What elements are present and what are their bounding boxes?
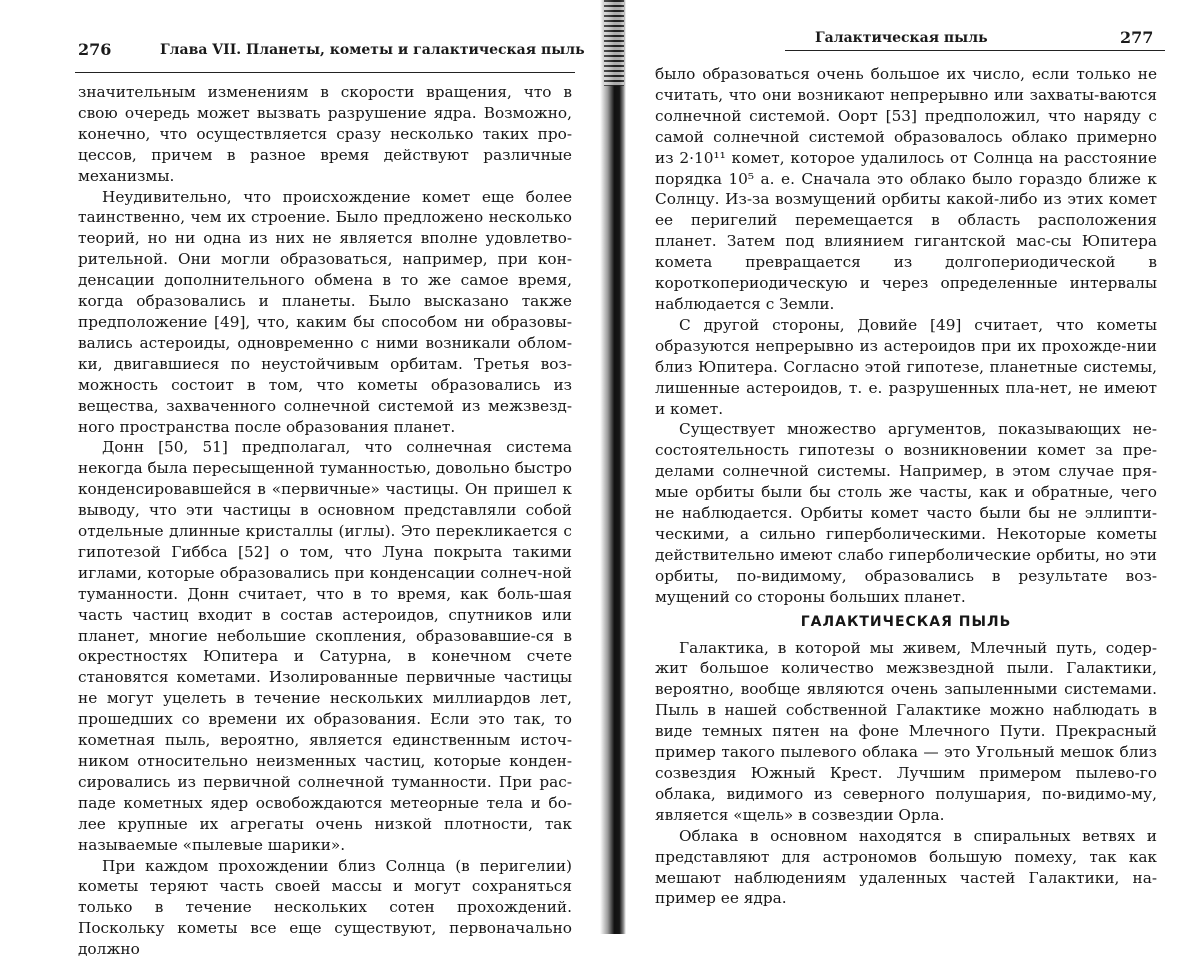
right-paragraph-5: Облака в основном находятся в спиральных ветвях и представляют для астрономов большую помеху, так как мешают наблюдениям удаленных частей Галактики, на-пример ее ядра. <box>655 826 1157 910</box>
right-text-column <box>655 64 1157 909</box>
right-paragraph-1: было образоваться очень большое их число, если только не считать, что они возникают непрерывно или захваты-ваются солнечной системой. Оорт [53] предположил, что наряду с самой солнечной системой образовалось облако примерно из 2·10¹¹ комет, которое удалилось от Солнца на расстояние порядка 10⁵ а. е. Сначала это облако было гораздо ближе к Солнцу. Из-за возмущений орбиты какой-либо из этих комет ее перигелий перемещается в область расположения планет. Затем под влиянием гигантской мас-сы Юпитера комета превращается из долгопериодической в короткопериодическую и через определенные интервалы наблюдается с Земли. <box>655 64 1157 315</box>
right-header-rule <box>785 50 1165 51</box>
right-paragraph-4: Галактика, в которой мы живем, Млечный путь, содер-жит большое количество межзвездной пыли. Галактики, вероятно, вообще являются очень запыленными системами. Пыль в нашей собственной Галактике можно наблюдать в виде темных пятен на фоне Млечного Пути. Прекрасный пример такого пылевого облака — это Угольный мешок близ созвездия Южный Крест. Лучшим примером пылево-го облака, видимого из северного полушария, по-видимо-му, является «щель» в созвездии Орла. <box>655 638 1157 826</box>
left-paragraph-4: При каждом прохождении близ Солнца (в перигелии) кометы теряют часть своей массы и могут сохраняться только в течение нескольких сотен прохождений. Поскольку кометы все еще существуют, первоначально должно <box>78 856 572 960</box>
left-text-column <box>78 82 572 960</box>
left-running-title: Глава VII. Планеты, кометы и галактическая пыль <box>160 42 585 58</box>
left-paragraph-2: Неудивительно, что происхождение комет еще более таинственно, чем их строение. Было предложено несколько теорий, но ни одна из них не является вполне удовлетво-рительной. Они могли образоваться, например, при кон-денсации дополнительного обмена в то же самое время, когда образовались и планеты. Было высказано также предположение [49], что, каким бы способом ни образовы-вались астероиды, одновременно с ними возникали облом-ки, двигавшиеся по неустойчивым орбитам. Третья воз-можность состоит в том, что кометы образовались из вещества, захваченного солнечной системой из межзвезд-ного пространства после образования планет. <box>78 187 572 438</box>
left-paragraph-1: значительным изменениям в скорости вращения, что в свою очередь может вызвать разрушение ядра. Возможно, конечно, что осуществляется сразу несколько таких про-цессов, причем в разное время действуют различные механизмы. <box>78 82 572 187</box>
left-paragraph-3: Донн [50, 51] предполагал, что солнечная система некогда была пересыщенной туманностью, довольно быстро конденсировавшейся в «первичные» частицы. Он пришел к выводу, что эти частицы в основном представляли собой отдельные длинные кристаллы (иглы). Это перекликается с гипотезой Гиббса [52] о том, что Луна покрыта такими иглами, которые образовались при конденсации солнеч-ной туманности. Донн считает, что в то время, как боль-шая часть частиц входит в состав астероидов, спутников или планет, многие небольшие скопления, образовавшие-ся в окрестностях Юпитера и Сатурна, в конечном счете становятся кометами. Изолированные первичные частицы не могут уцелеть в течение нескольких миллиардов лет, прошедших со времени их образования. Если это так, то кометная пыль, вероятно, является единственным источ-ником относительно неизменных частиц, которые конден-сировались из первичной солнечной туманности. При рас-паде кометных ядер освобождаются метеорные тела и бо-лее крупные их агрегаты очень низкой плотности, так называемые «пылевые шарики». <box>78 437 572 855</box>
right-paragraph-2: С другой стороны, Довийе [49] считает, что кометы образуются непрерывно из астероидов при их прохожде-нии близ Юпитера. Согласно этой гипотезе, планетные системы, лишенные астероидов, т. е. разрушенных пла-нет, не имеют и комет. <box>655 315 1157 420</box>
left-header-rule <box>75 72 575 73</box>
right-page <box>615 0 1200 934</box>
left-page-number: 276 <box>78 40 111 59</box>
right-paragraph-3: Существует множество аргументов, показывающих не-состоятельность гипотезы о возникновении комет за пре-делами солнечной системы. Например, в этом случае пря-мые орбиты были бы столь же часты, как и обратные, чего не наблюдается. Орбиты комет часто были бы не эллипти-ческими, а сильно гиперболическими. Некоторые кометы действительно имеют слабо гиперболические орбиты, но эти орбиты, по-видимому, образовались в результате воз-мущений со стороны больших планет. <box>655 419 1157 607</box>
right-running-title: Галактическая пыль <box>815 30 988 46</box>
section-heading: ГАЛАКТИЧЕСКАЯ ПЫЛЬ <box>655 614 1157 630</box>
left-page <box>0 0 612 934</box>
right-page-number: 277 <box>1120 28 1153 47</box>
